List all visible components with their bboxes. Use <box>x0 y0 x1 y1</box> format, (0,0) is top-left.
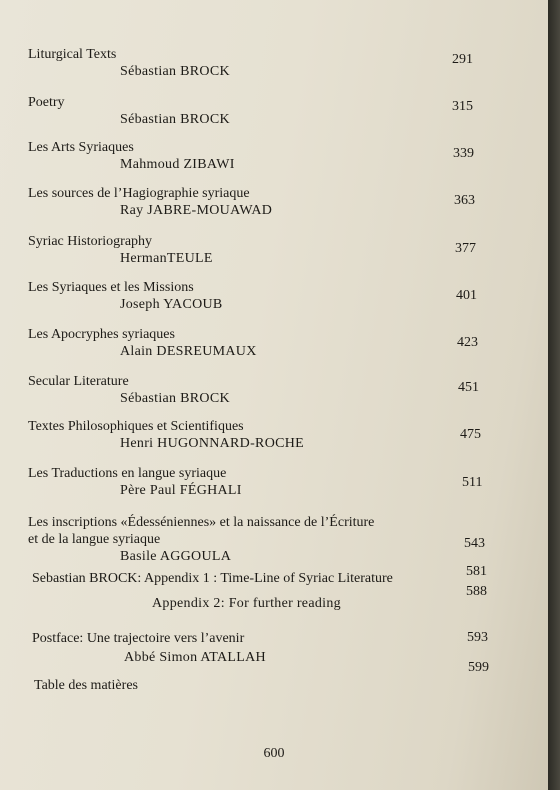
toc-page-number: 475 <box>460 427 481 442</box>
toc-entry <box>28 94 478 128</box>
toc-entry <box>32 570 478 612</box>
toc-entry <box>28 418 478 452</box>
toc-author: Ray JABRE-MOUAWAD <box>120 203 273 218</box>
toc-author: Alain DESREUMAUX <box>120 344 257 359</box>
toc-author: Joseph YACOUB <box>120 297 223 312</box>
toc-entry <box>28 185 478 219</box>
toc-title: Poetry <box>28 95 65 110</box>
toc-page-number: 511 <box>462 475 483 490</box>
toc-page-number: 291 <box>452 52 473 67</box>
toc-author: Sébastian BROCK <box>120 391 230 406</box>
toc-author: Sébastian BROCK <box>120 64 230 79</box>
toc-page-number: 339 <box>453 146 474 161</box>
toc-page-number: 588 <box>466 584 487 599</box>
toc-title: Liturgical Texts <box>28 47 117 62</box>
toc-entry <box>34 677 478 694</box>
toc-page-number: 315 <box>452 99 473 114</box>
toc-author: Père Paul FÉGHALI <box>120 483 242 498</box>
toc-title: Textes Philosophiques et Scientifiques <box>28 419 244 434</box>
toc-title: Les Syriaques et les Missions <box>28 280 194 295</box>
toc-entry <box>28 465 478 499</box>
toc-page-number: 451 <box>458 380 479 395</box>
toc-entry <box>28 514 478 565</box>
toc-entry <box>28 233 478 267</box>
toc-entry <box>28 46 478 80</box>
toc-entry <box>28 279 478 313</box>
toc-page-number: 581 <box>466 564 487 579</box>
toc-author: HermanTEULE <box>120 251 213 266</box>
toc-page-number: 401 <box>456 288 477 303</box>
toc-page-number: 599 <box>468 660 489 675</box>
toc-author: Henri HUGONNARD-ROCHE <box>120 436 305 451</box>
toc-title: Table des matières <box>34 678 138 693</box>
toc-author: Abbé Simon ATALLAH <box>124 650 266 665</box>
toc-title: Secular Literature <box>28 374 129 389</box>
toc-title: Les inscriptions «Édesséniennes» et la naissance de l’Écriture <box>28 515 375 530</box>
toc-entry <box>28 139 478 173</box>
toc-page-number: 377 <box>455 241 476 256</box>
toc-entry <box>32 630 478 666</box>
toc-title: Sebastian BROCK: Appendix 1 : Time-Line of Syriac Literature <box>32 571 393 586</box>
toc-subtitle: Appendix 2: For further reading <box>152 596 341 611</box>
toc-title: Les Traductions en langue syriaque <box>28 466 227 481</box>
toc-title: Syriac Historiography <box>28 234 153 249</box>
toc-author: Basile AGGOULA <box>120 549 232 564</box>
toc-author: Sébastian BROCK <box>120 112 230 127</box>
toc-page-number: 363 <box>454 193 475 208</box>
toc-page-number: 423 <box>457 335 478 350</box>
toc-title: Les Apocryphes syriaques <box>28 327 175 342</box>
toc-author: Mahmoud ZIBAWI <box>120 157 235 172</box>
toc-page-number: 543 <box>464 536 485 551</box>
toc-title-continued: et de la langue syriaque <box>28 532 161 547</box>
toc-entry <box>28 373 478 407</box>
toc-entry <box>28 326 478 360</box>
toc-title: Les Arts Syriaques <box>28 140 134 155</box>
book-edge-shadow <box>548 0 560 790</box>
toc-page-number: 593 <box>467 630 488 645</box>
toc-title: Les sources de l’Hagiographie syriaque <box>28 186 250 201</box>
page-folio-number: 600 <box>263 746 285 761</box>
toc-title: Postface: Une trajectoire vers l’avenir <box>32 631 245 646</box>
